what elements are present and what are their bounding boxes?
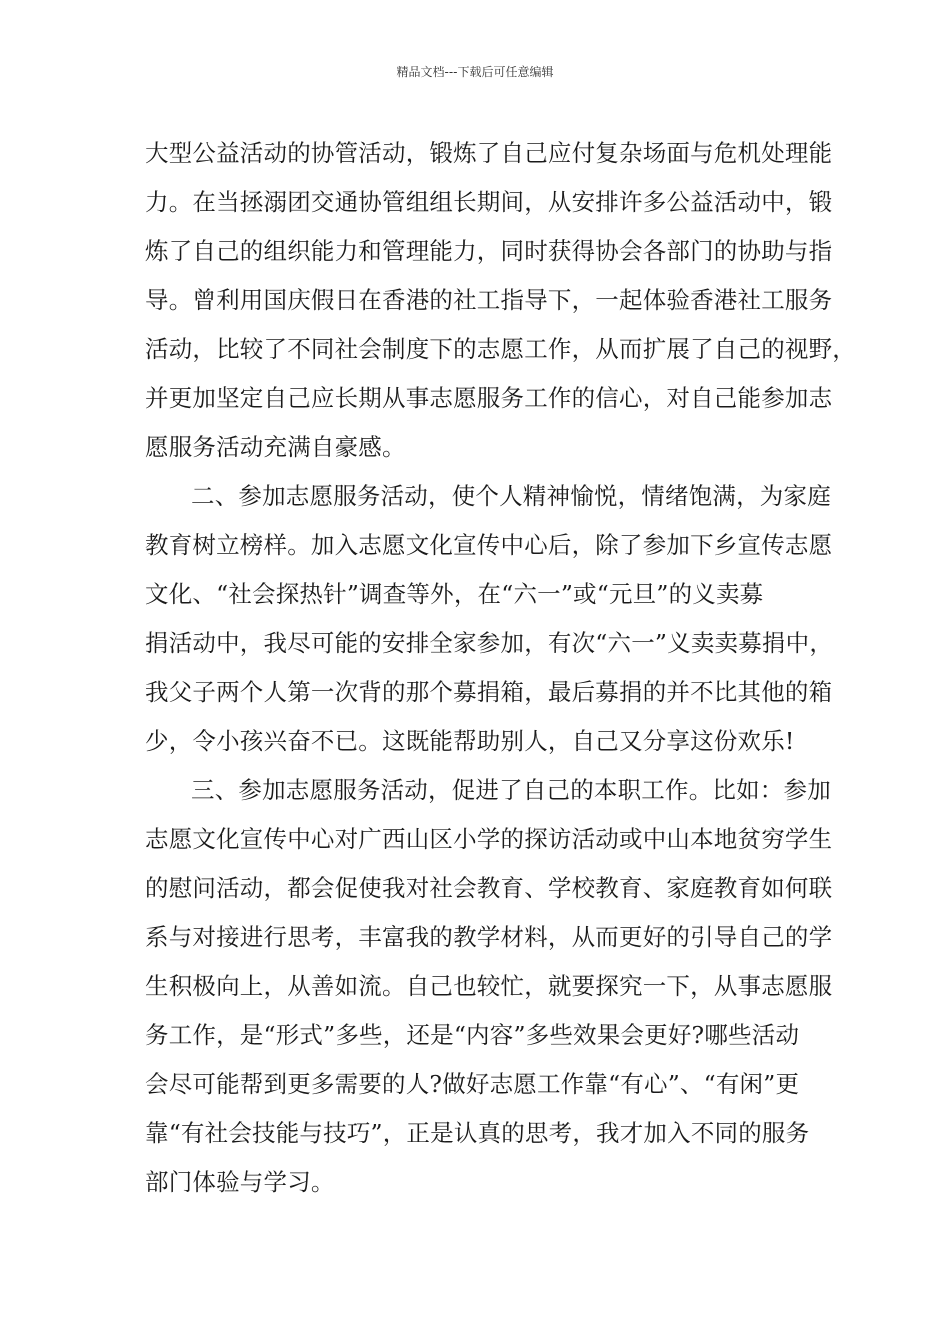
text-line: 靠“有社会技能与技巧”，正是认真的思考，我才加入不同的服务 bbox=[145, 1119, 810, 1147]
text-line: 的慰问活动，都会促使我对社会教育、学校教育、家庭教育如何联 bbox=[145, 874, 833, 902]
body-text bbox=[145, 129, 856, 1207]
text-line: 志愿文化宣传中心对广西山区小学的探访活动或中山本地贫穷学生 bbox=[145, 825, 833, 853]
text-line: 大型公益活动的协管活动，锻炼了自己应付复杂场面与危机处理能 bbox=[145, 139, 833, 167]
text-line: 务工作，是“形式”多些，还是“内容”多些效果会更好?哪些活动 bbox=[145, 1021, 800, 1049]
text-line: 少，令小孩兴奋不已。这既能帮助别人，自己又分享这份欢乐! bbox=[145, 727, 795, 755]
text-line: 教育树立榜样。加入志愿文化宣传中心后，除了参加下乡宣传志愿 bbox=[145, 531, 833, 559]
text-line: 系与对接进行思考，丰富我的教学材料，从而更好的引导自己的学 bbox=[145, 923, 833, 951]
text-line: 力。在当拯溺团交通协管组组长期间，从安排许多公益活动中，锻 bbox=[145, 188, 833, 216]
page-header: 精品文档---下载后可任意编辑 bbox=[396, 65, 554, 79]
text-line: 活动，比较了不同社会制度下的志愿工作，从而扩展了自己的视野， bbox=[145, 335, 856, 363]
text-line: 文化、“社会探热针”调查等外，在“六一”或“元旦”的义卖募 bbox=[145, 580, 764, 608]
text-line: 会尽可能帮到更多需要的人?做好志愿工作靠“有心”、“有闲”更 bbox=[145, 1070, 800, 1098]
text-line: 部门体验与学习。 bbox=[145, 1168, 335, 1196]
text-line: 并更加坚定自己应长期从事志愿服务工作的信心，对自己能参加志 bbox=[145, 384, 833, 412]
paragraph-start-line: 三、参加志愿服务活动，促进了自己的本职工作。比如：参加 bbox=[191, 776, 831, 804]
paragraph-start-line: 二、参加志愿服务活动，使个人精神愉悦，情绪饱满，为家庭 bbox=[191, 482, 831, 510]
text-line: 炼了自己的组织能力和管理能力，同时获得协会各部门的协助与指 bbox=[145, 237, 833, 265]
text-line: 愿服务活动充满自豪感。 bbox=[145, 433, 406, 461]
text-line: 生积极向上，从善如流。自己也较忙，就要探究一下，从事志愿服 bbox=[145, 972, 833, 1000]
text-line: 导。曾利用国庆假日在香港的社工指导下，一起体验香港社工服务 bbox=[145, 286, 833, 314]
text-line: 我父子两个人第一次背的那个募捐箱，最后募捐的并不比其他的箱 bbox=[145, 678, 833, 706]
text-line: 捐活动中，我尽可能的安排全家参加，有次“六一”义卖卖募捐中， bbox=[145, 629, 834, 657]
